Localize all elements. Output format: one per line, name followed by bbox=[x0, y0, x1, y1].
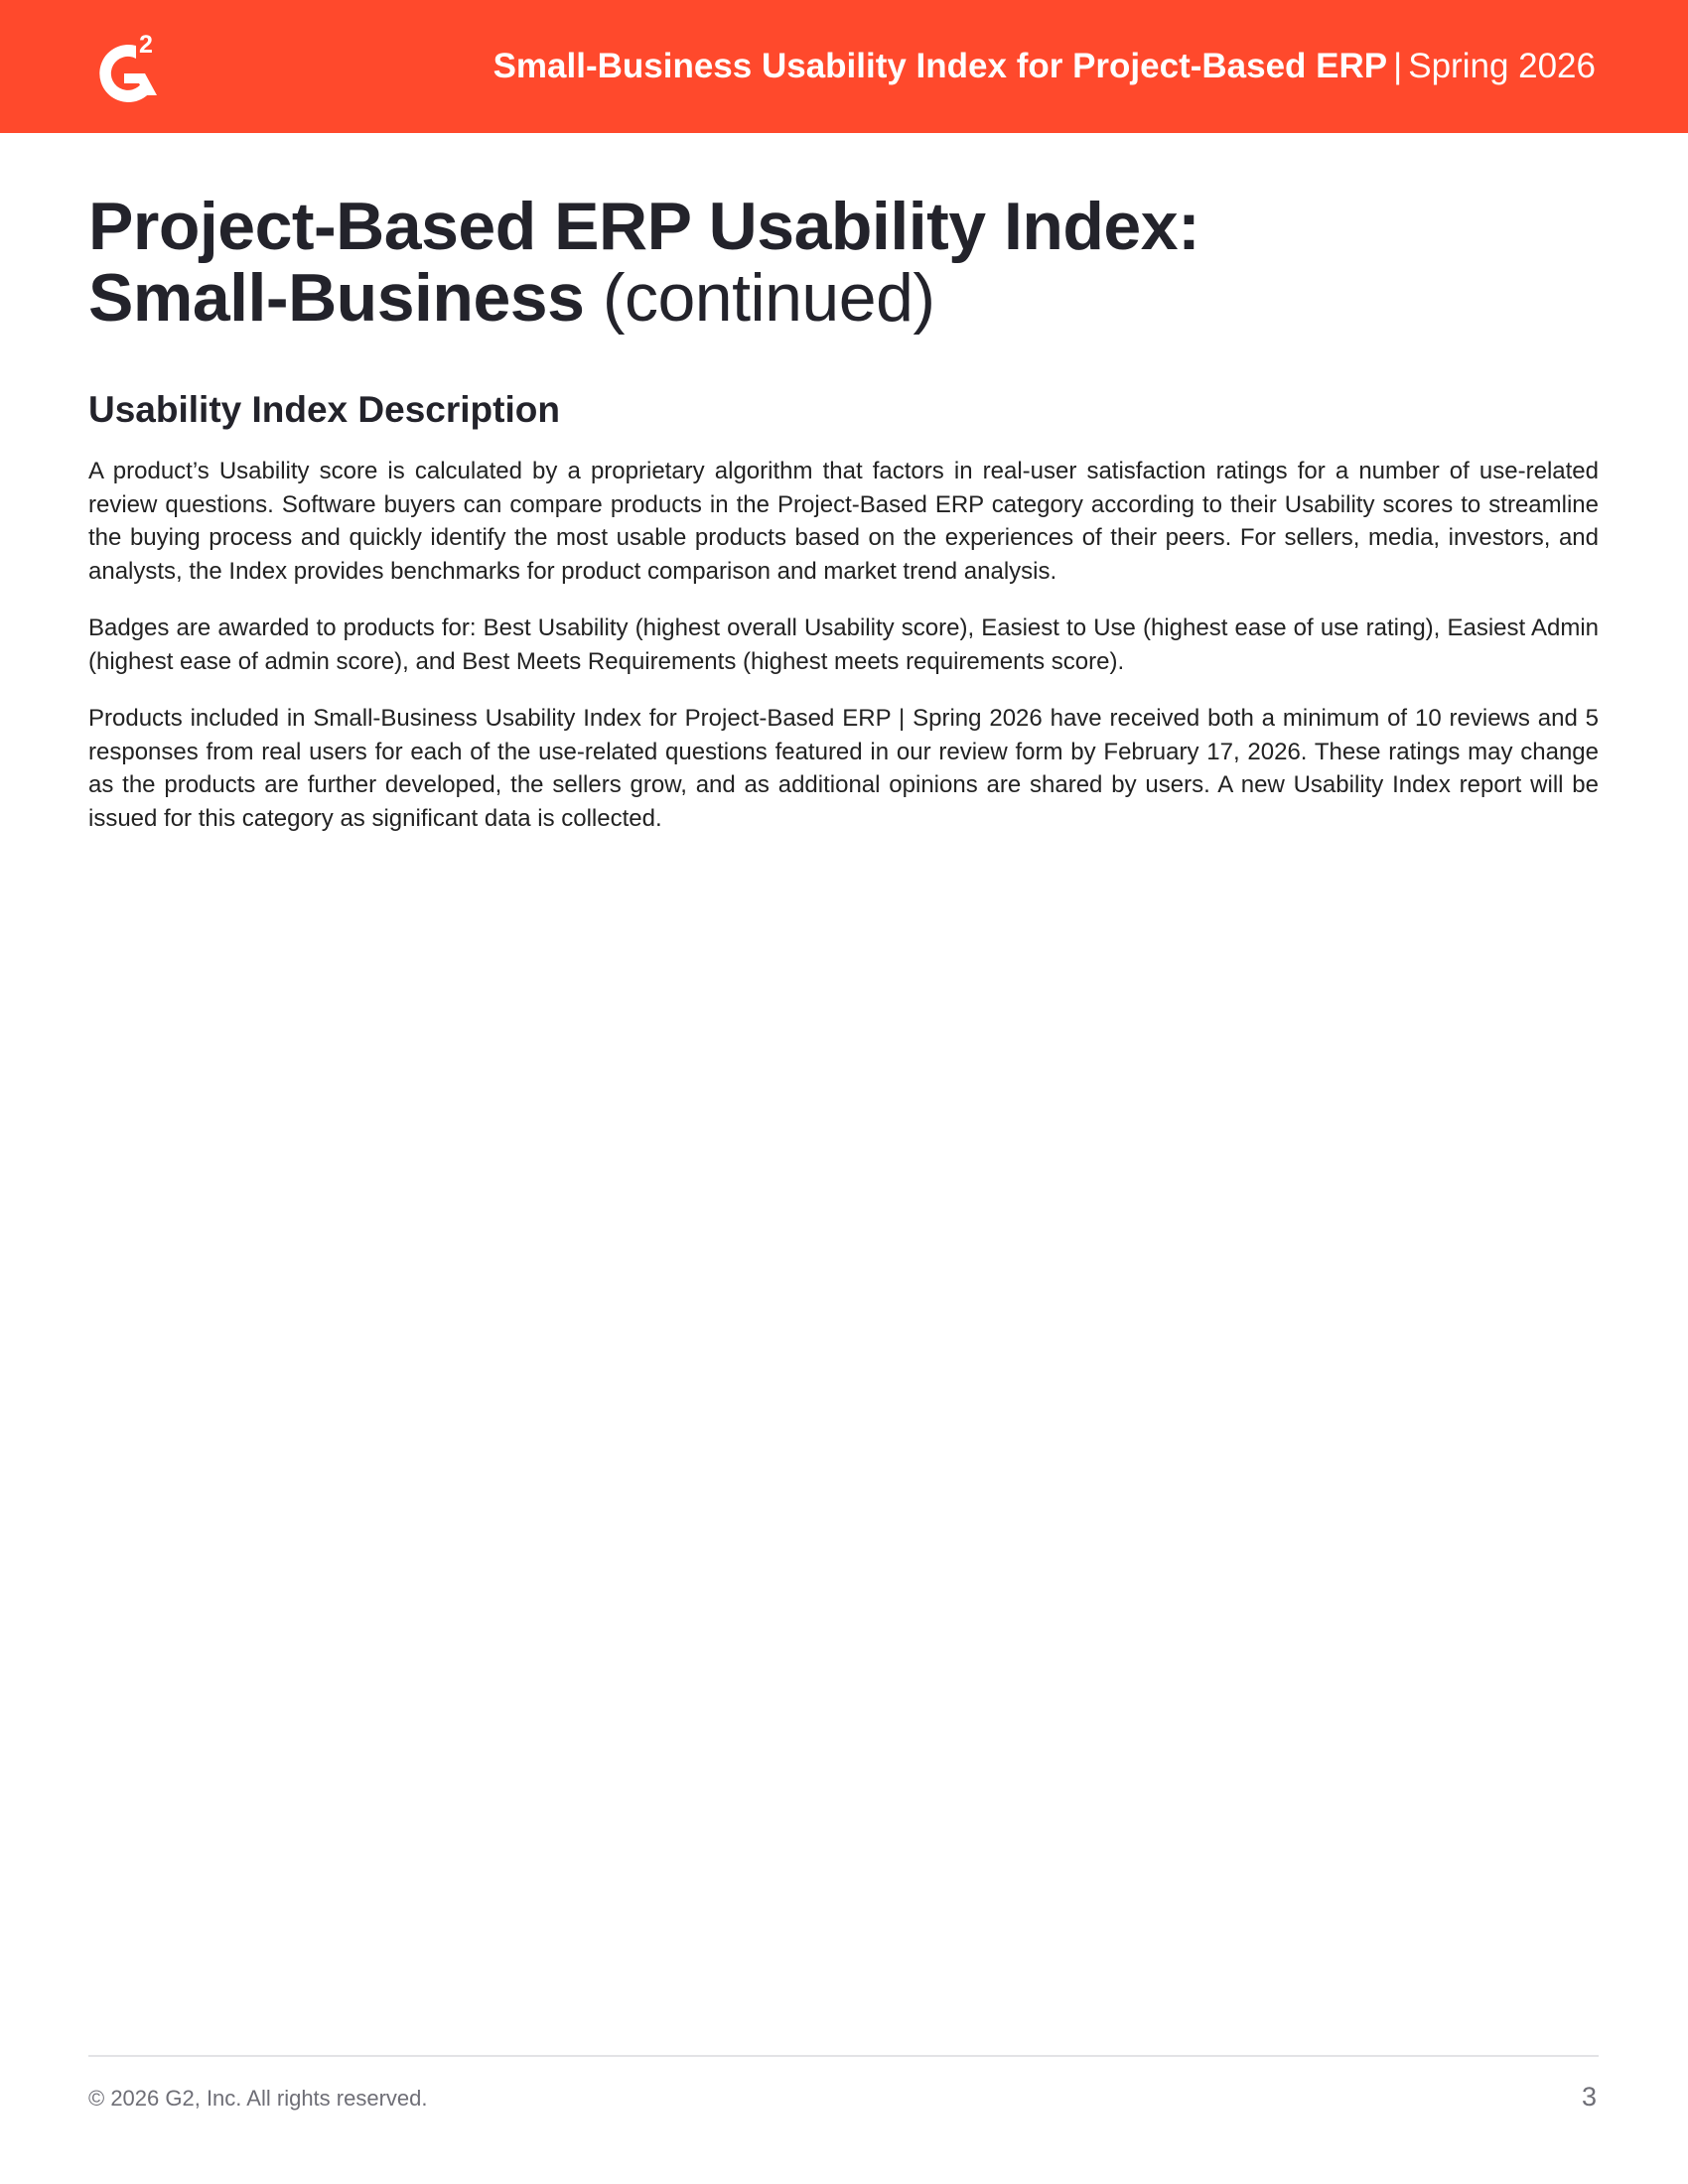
report-title-main: Small-Business Usability Index for Project-Based ERP bbox=[492, 47, 1388, 85]
page-title-continued: (continued) bbox=[602, 260, 935, 336]
description-paragraph-3: Products included in Small-Business Usability Index for Project-Based ERP | Spring 2026 have received both a minimum of 10 reviews and 5 responses from real users for each of the use-related questions featured in our review form by February 17, 2026. These ratings may change as the products are further developed, the sellers grow, and as additional opinions are shared by users. A new Usability Index report will be issued for this category as significant data is collected. bbox=[88, 705, 1599, 832]
report-title-separator: | bbox=[1393, 47, 1403, 85]
g2-logo-icon bbox=[87, 26, 173, 111]
description-body bbox=[88, 455, 1599, 859]
description-paragraph-1: A product’s Usability score is calculated by a proprietary algorithm that factors in real-user satisfaction ratings for a number of use-related review questions. Software buyers can compare products in the Project-Based ERP category according to their Usability scores to streamline the buying process and quickly identify the most usable products based on the experiences of their peers. For sellers, media, investors, and analysts, the Index provides benchmarks for product comparison and market trend analysis. bbox=[88, 458, 1599, 585]
page-title-segment: Small-Business bbox=[88, 260, 585, 336]
footer-divider bbox=[88, 2055, 1599, 2057]
page-title-line-1: Project-Based ERP Usability Index: bbox=[88, 189, 1200, 264]
footer-copyright: © 2026 G2, Inc. All rights reserved. bbox=[88, 2086, 428, 2111]
page-number: 3 bbox=[1581, 2082, 1597, 2112]
page-title-line-2 bbox=[88, 262, 1478, 334]
section-heading: Usability Index Description bbox=[88, 389, 560, 430]
description-paragraph-2: Badges are awarded to products for: Best Usability (highest overall Usability score), Easiest to Use (highest ease of use rating), Easiest Admin (highest ease of admin score), and Best Meets Requirements (highest meets requirements score). bbox=[88, 614, 1599, 675]
report-title bbox=[493, 44, 1596, 89]
svg-text:2: 2 bbox=[139, 31, 153, 59]
page-title bbox=[88, 191, 1478, 334]
report-season: Spring 2026 bbox=[1408, 47, 1596, 85]
report-header bbox=[0, 0, 1688, 133]
